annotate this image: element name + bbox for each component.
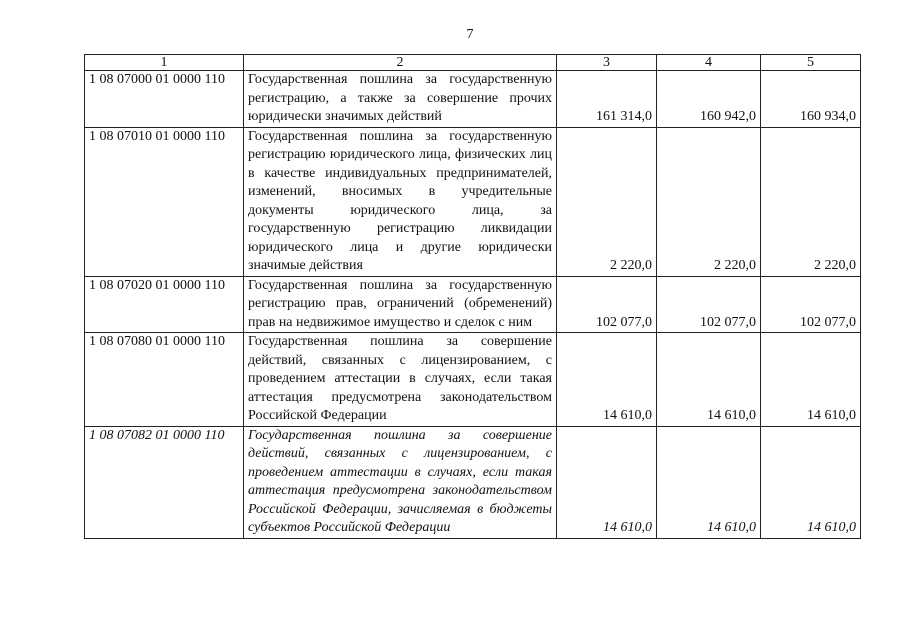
income-description: Государственная пошлина за государственную регистрацию юридического лица, физических лиц в качестве индивидуальных предпринимателей, изменений, вносимых в учредительные документы юридического лица, за государственную регистрацию ликвидации юридического лица и другие юридически значимые действия <box>244 127 557 276</box>
column-number-row <box>85 55 861 71</box>
budget-table <box>84 54 861 539</box>
table-row <box>85 426 861 538</box>
column-number-1: 1 <box>85 55 244 71</box>
amount-year-3: 160 934,0 <box>761 71 861 128</box>
table-row <box>85 276 861 333</box>
amount-year-1: 14 610,0 <box>557 333 657 427</box>
income-description: Государственная пошлина за государственную регистрацию прав, ограничений (обременений) прав на недвижимое имущество и сделок с ним <box>244 276 557 333</box>
amount-year-2: 2 220,0 <box>657 127 761 276</box>
budget-code: 1 08 07020 01 0000 110 <box>85 276 244 333</box>
amount-year-2: 14 610,0 <box>657 333 761 427</box>
budget-code: 1 08 07000 01 0000 110 <box>85 71 244 128</box>
table-row <box>85 71 861 128</box>
amount-year-1: 161 314,0 <box>557 71 657 128</box>
budget-code: 1 08 07080 01 0000 110 <box>85 333 244 427</box>
income-description: Государственная пошлина за совершение действий, связанных с лицензированием, с проведением аттестации в случаях, если такая аттестация предусмотрена законодательством Российской Федерации, зачисляемая в бюджеты субъектов Российской Федерации <box>244 426 557 538</box>
income-description: Государственная пошлина за государственную регистрацию, а также за совершение прочих юридически значимых действий <box>244 71 557 128</box>
amount-year-3: 102 077,0 <box>761 276 861 333</box>
amount-year-3: 14 610,0 <box>761 426 861 538</box>
column-number-3: 3 <box>557 55 657 71</box>
amount-year-2: 14 610,0 <box>657 426 761 538</box>
page-number: 7 <box>466 27 474 42</box>
table-row <box>85 127 861 276</box>
amount-year-1: 14 610,0 <box>557 426 657 538</box>
amount-year-3: 2 220,0 <box>761 127 861 276</box>
column-number-2: 2 <box>244 55 557 71</box>
amount-year-1: 2 220,0 <box>557 127 657 276</box>
income-description: Государственная пошлина за совершение действий, связанных с лицензированием, с проведением аттестации в случаях, если такая аттестация предусмотрена законодательством Российской Федерации <box>244 333 557 427</box>
amount-year-3: 14 610,0 <box>761 333 861 427</box>
budget-code: 1 08 07010 01 0000 110 <box>85 127 244 276</box>
column-number-4: 4 <box>657 55 761 71</box>
amount-year-2: 102 077,0 <box>657 276 761 333</box>
amount-year-1: 102 077,0 <box>557 276 657 333</box>
budget-code: 1 08 07082 01 0000 110 <box>85 426 244 538</box>
column-number-5: 5 <box>761 55 861 71</box>
amount-year-2: 160 942,0 <box>657 71 761 128</box>
table-row <box>85 333 861 427</box>
